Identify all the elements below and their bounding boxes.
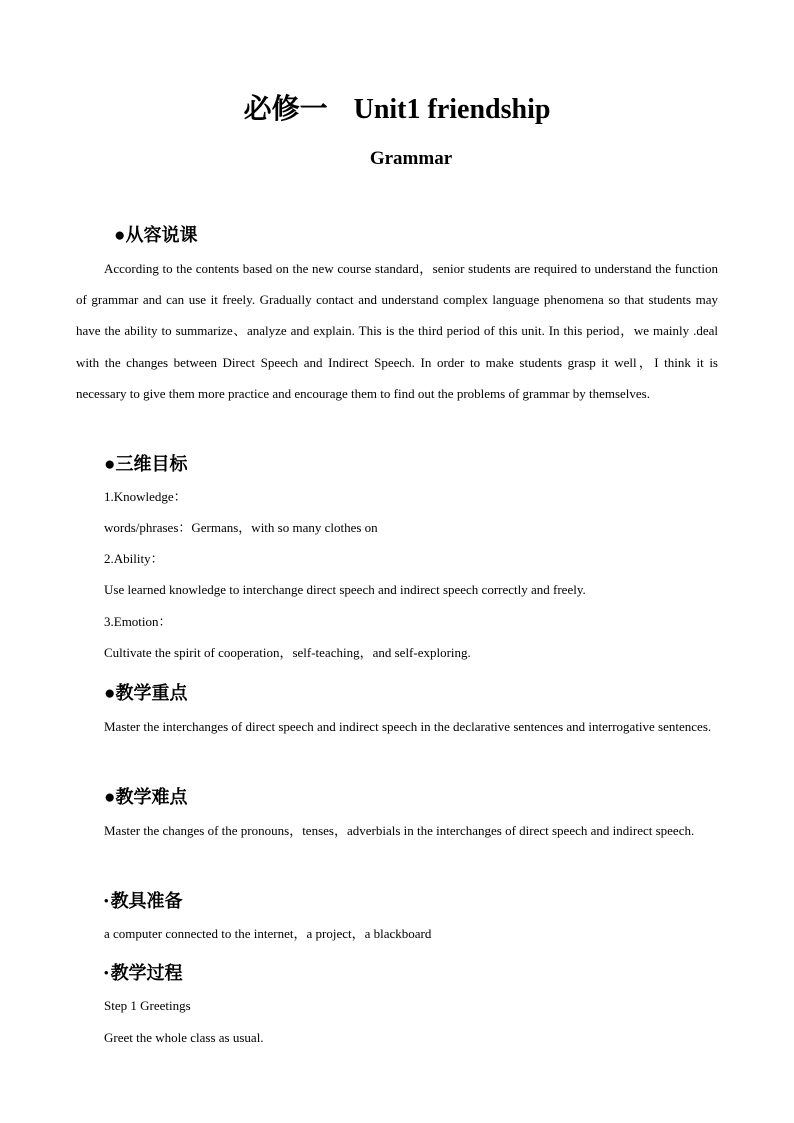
bullet-icon: ● <box>104 454 116 475</box>
difficult-points-paragraph: Master the changes of the pronouns，tenses，adverbials in the interchanges of direct speech and indirect speech. <box>104 823 695 838</box>
title-cn: 必修一 <box>243 94 328 125</box>
objective-line: 2.Ability： <box>104 551 164 566</box>
aids-line: a computer connected to the internet，a project，a blackboard <box>104 926 432 941</box>
section-heading-key-points <box>104 680 187 707</box>
procedure-line: Step 1 Greetings <box>104 998 191 1013</box>
section-heading-text: 教学重点 <box>115 683 188 703</box>
bullet-icon: ● <box>104 683 116 704</box>
section-heading-procedure <box>104 960 183 986</box>
bullet-icon: ● <box>114 225 126 246</box>
bullet-icon: • <box>104 965 109 980</box>
section-heading-text: 教学过程 <box>110 963 183 983</box>
section-heading-text: 三维目标 <box>115 454 188 474</box>
bullet-icon: • <box>104 893 109 908</box>
bullet-icon: ● <box>104 787 116 808</box>
section-heading-intro <box>114 222 197 249</box>
section-heading-text: 教具准备 <box>110 891 183 911</box>
section-heading-text: 从容说课 <box>125 225 198 245</box>
objective-line: words/phrases：Germans，with so many clothes on <box>104 520 378 535</box>
section-heading-aids <box>104 888 183 914</box>
procedure-line: Greet the whole class as usual. <box>104 1030 264 1045</box>
objective-line: Cultivate the spirit of cooperation，self-teaching，and self-exploring. <box>104 645 471 660</box>
key-points-paragraph: Master the interchanges of direct speech and indirect speech in the declarative sentences and interrogative sentences. <box>104 719 712 734</box>
document-title <box>0 90 794 130</box>
objective-line: 1.Knowledge： <box>104 489 187 504</box>
document-subtitle: Grammar <box>369 148 453 169</box>
section-heading-objectives <box>104 451 187 478</box>
title-en: Unit1 friendship <box>353 94 551 125</box>
objective-line: Use learned knowledge to interchange direct speech and indirect speech correctly and freely. <box>104 582 586 597</box>
section-heading-text: 教学难点 <box>115 787 188 807</box>
section-heading-difficult-points <box>104 784 187 811</box>
intro-paragraph: According to the contents based on the new course standard，senior students are required to understand the function of grammar and can use it freely. Gradually contact and understand complex language phenomena so that students may have the ability to summarize、analyze and explain. This is the third period of this unit. In this period，we mainly .deal with the changes between Direct Speech and Indirect Speech. In order to make students grasp it well，I think it is necessary to give them more practice and encourage them to find out the problems of grammar by themselves. <box>76 261 718 401</box>
objective-line: 3.Emotion： <box>104 614 172 629</box>
